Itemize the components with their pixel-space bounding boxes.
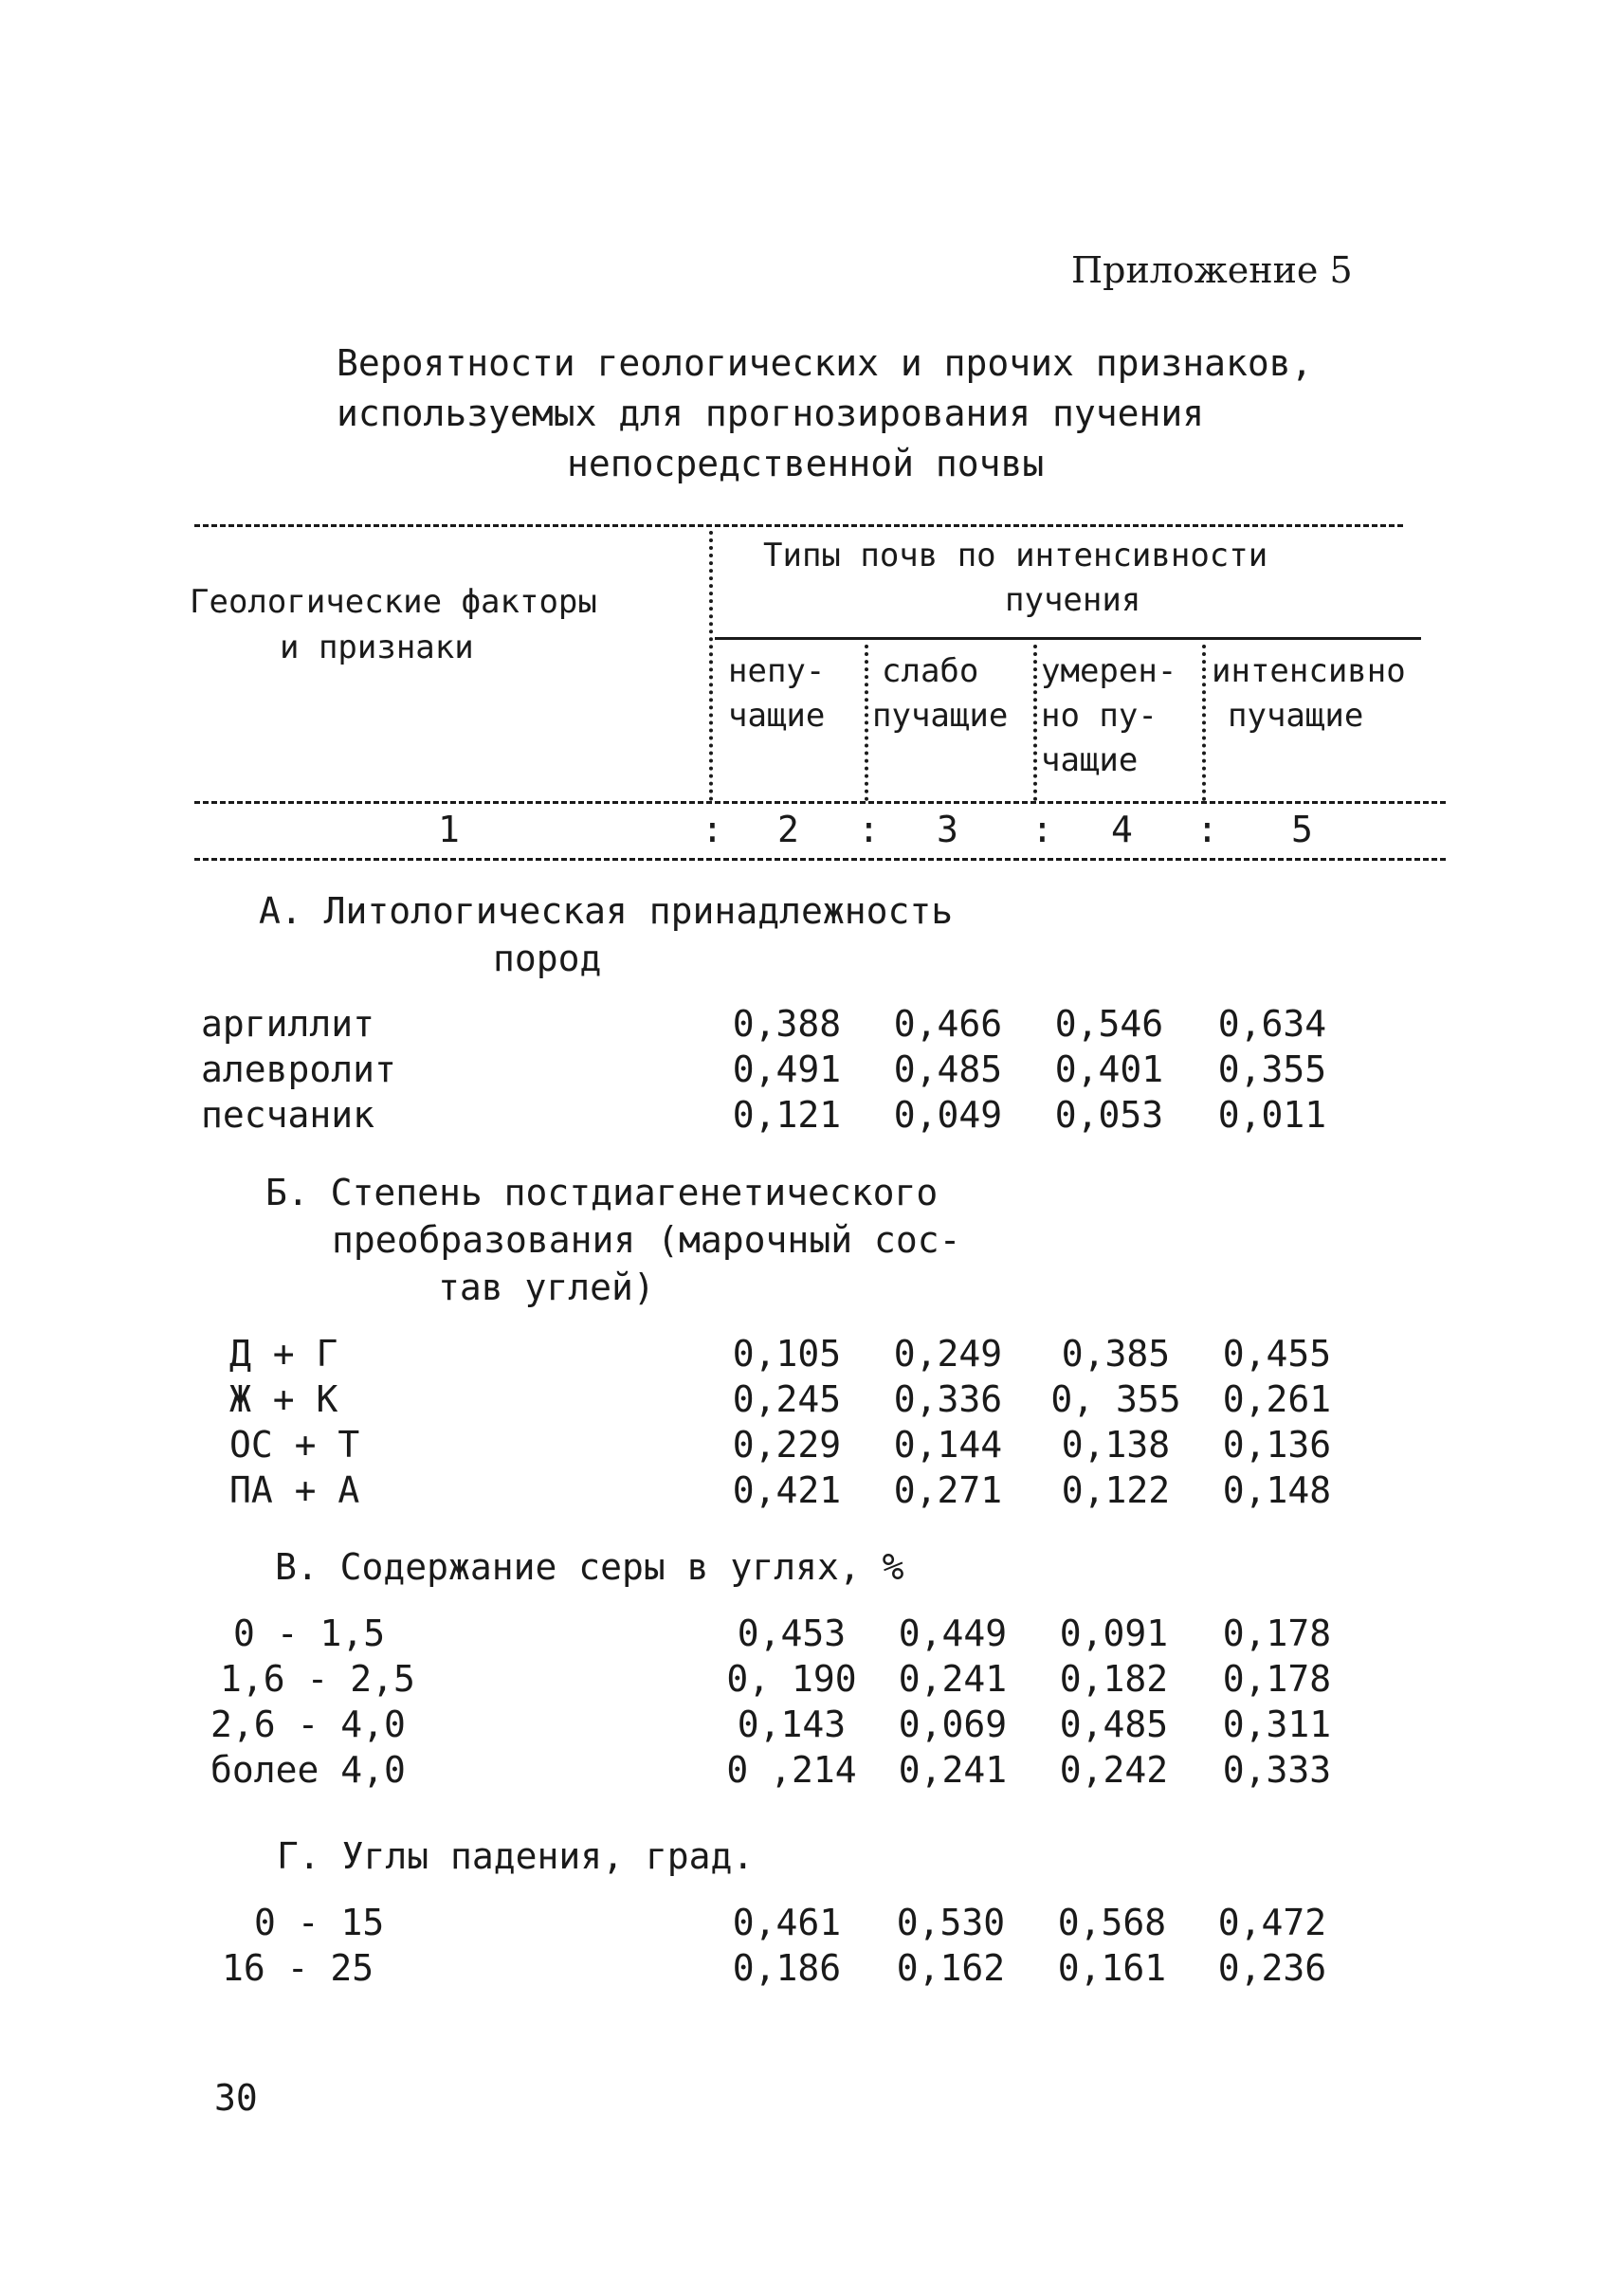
value-cell: 0,069 — [898, 1704, 1008, 1745]
row-label: 0 - 15 — [254, 1902, 385, 1943]
value-cell: 0,178 — [1222, 1613, 1332, 1654]
value-cell: 0,461 — [732, 1902, 842, 1943]
value-cell: 0,530 — [896, 1902, 1006, 1943]
value-cell: 0,336 — [893, 1378, 1003, 1420]
value-cell: 0,136 — [1222, 1424, 1332, 1466]
value-cell: 0,634 — [1217, 1003, 1327, 1045]
column-number-4: 4 — [1111, 809, 1133, 850]
value-cell: 0,143 — [737, 1704, 847, 1745]
section-a-title-line-2: пород — [493, 938, 602, 979]
row-label: Д + Г — [229, 1333, 338, 1375]
header-vertical-divider — [709, 531, 713, 801]
value-cell: 0,241 — [898, 1658, 1008, 1700]
value-cell: 0,485 — [1059, 1704, 1169, 1745]
column-number-1: 1 — [438, 809, 460, 850]
value-cell: 0, 190 — [726, 1658, 857, 1700]
col4-header-line-3: чащие — [1041, 741, 1139, 779]
types-underline — [715, 637, 1421, 640]
col-divider-2-3 — [865, 645, 868, 801]
value-cell: 0,186 — [732, 1947, 842, 1989]
value-cell: 0,182 — [1059, 1658, 1169, 1700]
value-cell: 0,161 — [1057, 1947, 1167, 1989]
column-separator: : — [858, 809, 880, 850]
value-cell: 0,091 — [1059, 1613, 1169, 1654]
value-cell: 0,049 — [893, 1094, 1003, 1136]
value-cell: 0,333 — [1222, 1749, 1332, 1791]
col4-header-line-1: умерен- — [1041, 652, 1177, 690]
column-separator: : — [1031, 809, 1053, 850]
value-cell: 0,053 — [1054, 1094, 1164, 1136]
header-mid-rule — [194, 801, 1446, 804]
row-label: 1,6 - 2,5 — [220, 1658, 415, 1700]
value-cell: 0,472 — [1217, 1902, 1327, 1943]
value-cell: 0,229 — [732, 1424, 842, 1466]
row-label: ПА + А — [229, 1469, 360, 1511]
value-cell: 0,385 — [1061, 1333, 1171, 1375]
row-label: 16 - 25 — [222, 1947, 374, 1989]
title-line-3: непосредственной почвы — [567, 443, 1045, 484]
row-label: 2,6 - 4,0 — [210, 1704, 406, 1745]
title-line-1: Вероятности геологических и прочих признаков, — [337, 342, 1313, 384]
row-label: 0 - 1,5 — [233, 1613, 386, 1654]
section-b-title-line-2: преобразования (марочный сос- — [332, 1219, 961, 1261]
value-cell: 0,449 — [898, 1613, 1008, 1654]
value-cell: 0,178 — [1222, 1658, 1332, 1700]
col2-header-line-2: чащие — [728, 697, 826, 735]
row-label: более 4,0 — [210, 1749, 406, 1791]
types-header-line-1: Типы почв по интенсивности — [763, 537, 1268, 574]
value-cell: 0,245 — [732, 1378, 842, 1420]
value-cell: 0,546 — [1054, 1003, 1164, 1045]
col2-header-line-1: непу- — [728, 652, 826, 690]
row-label: алевролит — [201, 1048, 396, 1090]
value-cell: 0,162 — [896, 1947, 1006, 1989]
value-cell: 0,105 — [732, 1333, 842, 1375]
value-cell: 0,491 — [732, 1048, 842, 1090]
title-line-2: используемых для прогнозирования пучения — [337, 392, 1205, 434]
value-cell: 0, 355 — [1050, 1378, 1181, 1420]
value-cell: 0,241 — [898, 1749, 1008, 1791]
row-label: песчаник — [201, 1094, 375, 1136]
factors-header-line-2: и признаки — [280, 629, 474, 666]
column-separator: : — [702, 809, 723, 850]
value-cell: 0,568 — [1057, 1902, 1167, 1943]
section-b-title-line-3: тав углей) — [438, 1266, 655, 1308]
section-a-title-line-1: А. Литологическая принадлежность — [259, 890, 954, 932]
col5-header-line-2: пучащие — [1228, 697, 1364, 735]
value-cell: 0,144 — [893, 1424, 1003, 1466]
value-cell: 0,388 — [732, 1003, 842, 1045]
col5-header-line-1: интенсивно — [1212, 652, 1406, 690]
value-cell: 0 ,214 — [726, 1749, 857, 1791]
value-cell: 0,011 — [1217, 1094, 1327, 1136]
value-cell: 0,355 — [1217, 1048, 1327, 1090]
value-cell: 0,138 — [1061, 1424, 1171, 1466]
appendix-label: Приложение 5 — [1071, 249, 1353, 291]
section-g-title: Г. Углы падения, град. — [277, 1835, 755, 1877]
col3-header-line-2: пучащие — [872, 697, 1009, 735]
column-number-2: 2 — [777, 809, 799, 850]
value-cell: 0,311 — [1222, 1704, 1332, 1745]
value-cell: 0,261 — [1222, 1378, 1332, 1420]
column-separator: : — [1196, 809, 1218, 850]
value-cell: 0,466 — [893, 1003, 1003, 1045]
value-cell: 0,236 — [1217, 1947, 1327, 1989]
factors-header-line-1: Геологические факторы — [190, 583, 597, 621]
row-label: Ж + К — [229, 1378, 338, 1420]
header-bottom-rule — [194, 858, 1446, 861]
row-label: аргиллит — [201, 1003, 375, 1045]
header-top-rule — [194, 524, 1403, 527]
column-number-5: 5 — [1291, 809, 1313, 850]
value-cell: 0,249 — [893, 1333, 1003, 1375]
value-cell: 0,148 — [1222, 1469, 1332, 1511]
col3-header-line-1: слабо — [882, 652, 979, 690]
value-cell: 0,121 — [732, 1094, 842, 1136]
col-divider-3-4 — [1033, 645, 1037, 801]
value-cell: 0,421 — [732, 1469, 842, 1511]
column-number-3: 3 — [937, 809, 958, 850]
value-cell: 0,485 — [893, 1048, 1003, 1090]
value-cell: 0,401 — [1054, 1048, 1164, 1090]
section-b-title-line-1: Б. Степень постдиагенетического — [265, 1172, 939, 1213]
value-cell: 0,455 — [1222, 1333, 1332, 1375]
value-cell: 0,242 — [1059, 1749, 1169, 1791]
row-label: ОС + Т — [229, 1424, 360, 1466]
value-cell: 0,122 — [1061, 1469, 1171, 1511]
page-number: 30 — [214, 2077, 258, 2119]
value-cell: 0,271 — [893, 1469, 1003, 1511]
col4-header-line-2: но пу- — [1041, 697, 1158, 735]
section-v-title: В. Содержание серы в углях, % — [275, 1546, 904, 1588]
types-header-line-2: пучения — [1005, 581, 1141, 619]
value-cell: 0,453 — [737, 1613, 847, 1654]
col-divider-4-5 — [1202, 645, 1206, 801]
